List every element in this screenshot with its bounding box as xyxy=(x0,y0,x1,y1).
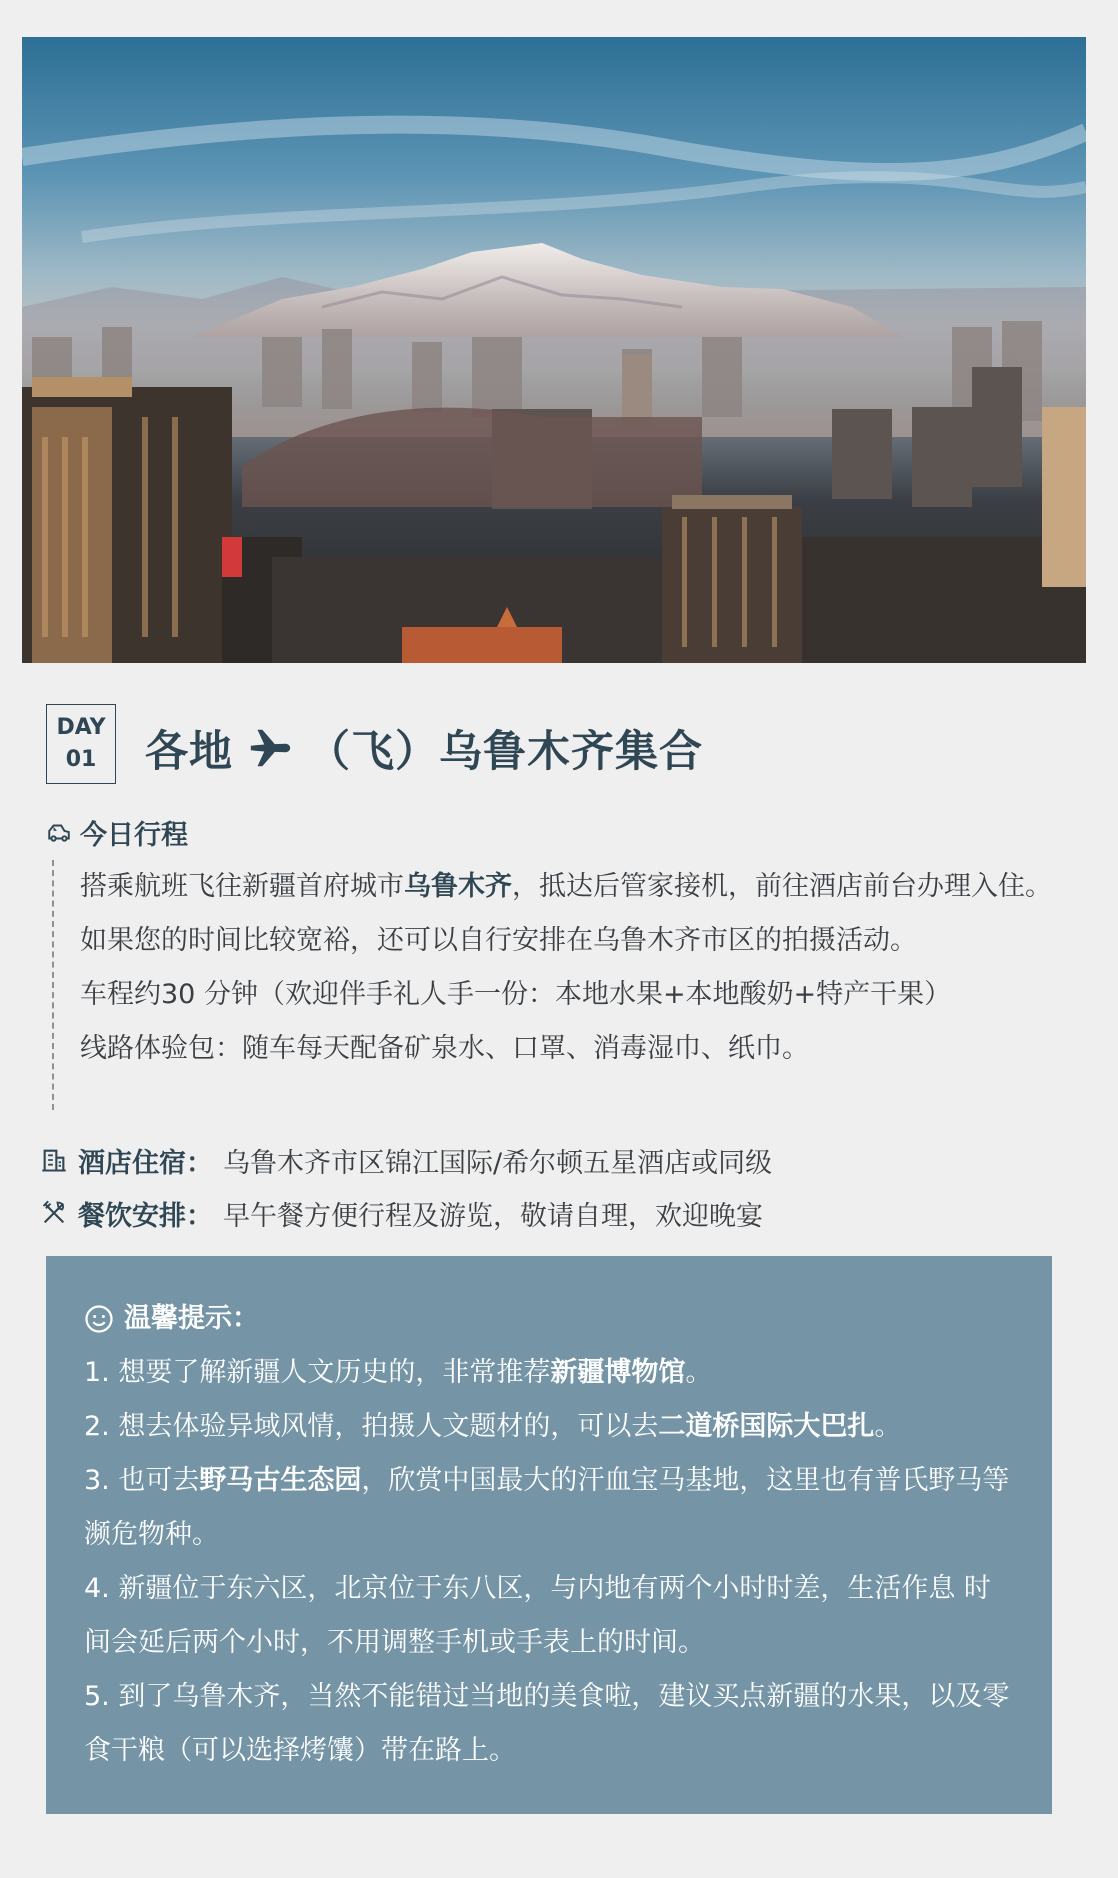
utensils-icon xyxy=(40,1199,68,1227)
vehicle-icon xyxy=(46,819,72,845)
tip-text: 1. 想要了解新疆人文历史的，非常推荐 xyxy=(84,1357,551,1388)
itinerary-para-3: 线路体验包：随车每天配备矿泉水、口罩、消毒湿巾、纸巾。 xyxy=(80,1033,809,1064)
tip-text: 3. 也可去 xyxy=(84,1465,200,1496)
itinerary-heading-text: 今日行程 xyxy=(80,819,188,851)
meal-value: 早午餐方便行程及游览，敬请自理，欢迎晚宴 xyxy=(223,1200,763,1232)
meal-row xyxy=(40,1190,763,1236)
hero-photo xyxy=(22,37,1086,663)
tip-item xyxy=(84,1454,1014,1562)
title-to: 乌鲁木齐集合 xyxy=(439,726,703,777)
hotel-value: 乌鲁木齐市区锦江国际/希尔顿五星酒店或同级 xyxy=(223,1147,773,1179)
tip-item: 4. 新疆位于东六区，北京位于东八区，与内地有两个小时时差，生活作息 时间会延后两个小时，不用调整手机或手表上的时间。 xyxy=(84,1573,991,1658)
itinerary-text: 搭乘航班飞往新疆首府城市 xyxy=(80,871,404,902)
city-skyline-illustration xyxy=(22,37,1086,663)
hotel-icon xyxy=(40,1146,68,1174)
tip-text: ，欣赏中国最大的汗血宝马基地，这里也有普氏野马等濒危物种。 xyxy=(84,1465,1010,1550)
tip-highlight: 野马古生态园 xyxy=(199,1465,362,1496)
hotel-label: 酒店住宿： xyxy=(78,1147,213,1179)
meal-label: 餐饮安排： xyxy=(78,1200,213,1232)
day-badge xyxy=(46,704,116,784)
hotel-row xyxy=(40,1137,772,1183)
smile-icon xyxy=(84,1304,114,1334)
tip-item: 5. 到了乌鲁木齐，当然不能错过当地的美食啦，建议买点新疆的水果，以及零食干粮（可以选择烤馕）带在路上。 xyxy=(84,1681,1010,1766)
tip-text: 。 xyxy=(874,1411,902,1442)
title-mode: （飞） xyxy=(307,726,439,777)
tip-text: 。 xyxy=(685,1357,713,1388)
tip-highlight: 新疆博物馆 xyxy=(550,1357,686,1388)
tip-item xyxy=(84,1346,1014,1400)
itinerary-heading xyxy=(46,812,188,852)
tip-text: 2. 想去体验异域风情，拍摄人文题材的，可以去 xyxy=(84,1411,659,1442)
tip-item xyxy=(84,1400,1014,1454)
itinerary-para-1 xyxy=(80,860,1062,968)
tips-list xyxy=(84,1346,1014,1778)
tips-heading xyxy=(84,1292,1014,1346)
itinerary-para-2: 车程约30 分钟（欢迎伴手礼人手一份：本地水果+本地酸奶+特产干果） xyxy=(80,979,952,1010)
itinerary-body xyxy=(52,860,1062,1110)
tip-highlight: 二道桥国际大巴扎 xyxy=(658,1411,875,1442)
plane-icon xyxy=(247,725,293,771)
day-number: 01 xyxy=(65,747,97,772)
itinerary-highlight: 乌鲁木齐 xyxy=(404,871,512,902)
itinerary-text: ，抵达后管家接机，前往酒店前台办理入住。如果您的时间比较宽裕，还可以自行安排在乌鲁木齐市区的拍摄活动。 xyxy=(80,871,1052,956)
title-from: 各地 xyxy=(145,726,233,777)
tips-panel xyxy=(46,1256,1052,1814)
day-label: DAY xyxy=(56,715,106,740)
tips-heading-text: 温馨提示： xyxy=(124,1303,259,1334)
day-title xyxy=(145,718,703,778)
